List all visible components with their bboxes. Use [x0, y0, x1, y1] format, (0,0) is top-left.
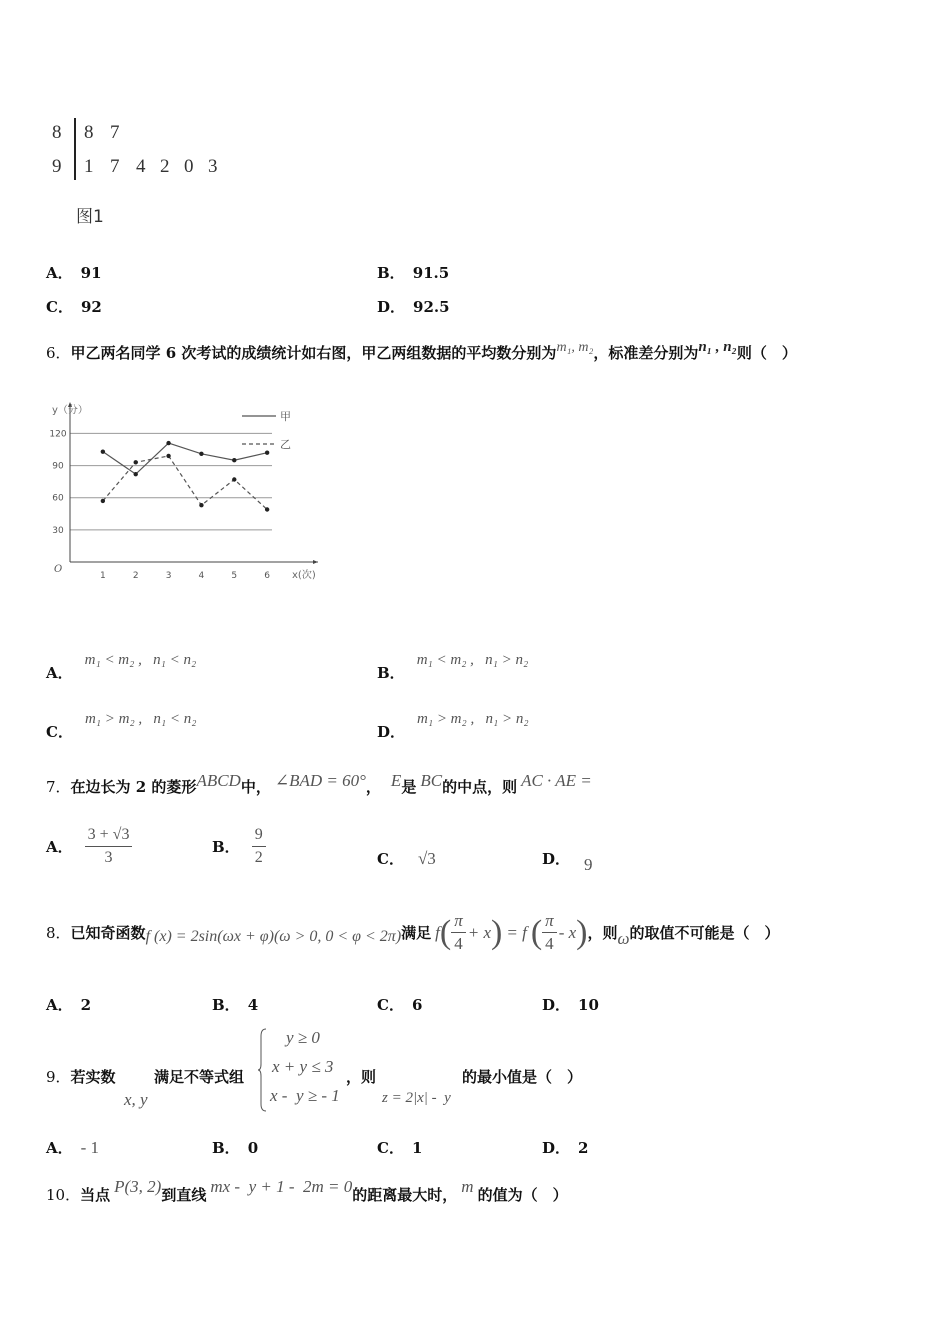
- q5-option-c-value: 92: [80, 298, 102, 316]
- q8-function: f (x) = 2sin(ωx + φ)(ω > 0, 0 < φ < 2π): [145, 927, 402, 945]
- series-1-point-1: [101, 449, 105, 453]
- q9-stem-c: ，则: [346, 1068, 377, 1086]
- series-1-point-4: [199, 452, 203, 456]
- score-line-chart: [40, 398, 316, 588]
- stem-leaf-figure: [46, 118, 246, 228]
- series-2-point-6: [265, 507, 269, 511]
- q6-option-c[interactable]: C．m₁ > m₂ , n₁ < n₂: [46, 711, 197, 741]
- q7-stem: 7．在边长为 2 的菱形ABCD中， ∠BAD = 60°， E是 BC的中点，则 AC · AE =: [46, 771, 592, 796]
- series-1-point-6: [265, 451, 269, 455]
- q7-option-c[interactable]: C． √3: [377, 849, 436, 868]
- q9-option-a[interactable]: A． - 1: [46, 1138, 100, 1157]
- stem-8: 8: [52, 122, 62, 143]
- q9-option-b[interactable]: B． 0: [212, 1139, 259, 1157]
- series-2-point-3: [166, 454, 170, 458]
- q8-option-d[interactable]: D． 10: [542, 996, 599, 1014]
- q8-option-a[interactable]: A． 2: [46, 996, 92, 1014]
- legend-label-2: 乙: [280, 438, 291, 451]
- q7-option-b-frac: $\frac{9}{2}$: [252, 824, 266, 869]
- x-tick-1: 1: [99, 571, 106, 581]
- series-1-point-3: [166, 441, 170, 445]
- q9-stem-d: 的最小值是（ ）: [462, 1068, 583, 1086]
- q7-option-c-expr: √3: [417, 849, 436, 868]
- y-axis-label: y（分）: [52, 405, 88, 416]
- left-brace: [258, 1028, 268, 1112]
- leaf-9-6: 3: [208, 156, 218, 177]
- q9-option-d[interactable]: D． 2: [542, 1139, 589, 1157]
- q6-option-b[interactable]: B．m₁ < m₂ , n₁ > n₂: [377, 652, 529, 682]
- series-1-point-5: [232, 458, 236, 462]
- x-tick-2: 2: [132, 571, 139, 581]
- q7-option-b[interactable]: B． $\frac{9}{2}$: [212, 824, 266, 869]
- q5-option-d[interactable]: D． 92.5: [377, 298, 450, 316]
- leaf-9-4: 2: [160, 156, 170, 177]
- q6-option-a-expr: m₁ < m₂ , n₁ < n₂: [84, 652, 197, 668]
- q9-objective: z = 2|x| - y: [382, 1090, 451, 1106]
- q6-option-a[interactable]: A．m₁ < m₂ , n₁ < n₂: [46, 652, 197, 682]
- leaf-8-2: 7: [110, 122, 120, 143]
- q8-symmetry-condition: f ( $\frac{\pi}{4}$ + x ) = f ( $\frac{\pi}{4}$ - x ): [435, 911, 588, 953]
- y-tick-90: 90: [52, 461, 64, 472]
- q6-option-c-expr: m₁ > m₂ , n₁ < n₂: [84, 711, 197, 727]
- stem-9: 9: [52, 156, 62, 177]
- x-tick-5: 5: [231, 571, 238, 581]
- q9-option-c[interactable]: C． 1: [377, 1139, 423, 1157]
- y-tick-60: 60: [52, 493, 64, 504]
- ineq-2: x + y ≤ 3: [272, 1057, 334, 1076]
- series-2-point-5: [232, 477, 236, 481]
- q6-option-b-expr: m₁ < m₂ , n₁ > n₂: [416, 652, 529, 668]
- y-tick-30: 30: [52, 525, 64, 536]
- leaf-9-5: 0: [184, 156, 194, 177]
- q8-option-b[interactable]: B． 4: [212, 996, 259, 1014]
- figure-caption: 图1: [76, 207, 104, 227]
- q5-option-a-value: 91: [80, 264, 102, 282]
- q6-option-d[interactable]: D．m₁ > m₂ , n₁ > n₂: [377, 711, 529, 741]
- x-tick-4: 4: [198, 571, 205, 581]
- q6-means: m₁, m₂: [556, 340, 594, 355]
- q7-option-d[interactable]: D． 9: [542, 850, 593, 874]
- x-axis-arrow: [313, 560, 318, 564]
- leaf-8-1: 8: [84, 122, 94, 143]
- q5-option-b[interactable]: B． 91.5: [377, 264, 450, 282]
- q5-option-b-value: 91.5: [412, 264, 450, 282]
- ineq-3: x - y ≥ - 1: [270, 1086, 340, 1105]
- x-axis-label: x(次): [292, 570, 316, 581]
- leaf-9-2: 7: [110, 156, 120, 177]
- q9-vars: x, y: [124, 1090, 148, 1109]
- q6-option-d-expr: m₁ > m₂ , n₁ > n₂: [417, 711, 529, 727]
- q5-option-c[interactable]: C． 92: [46, 298, 102, 316]
- leaf-9-1: 1: [84, 156, 94, 177]
- x-tick-3: 3: [165, 571, 172, 581]
- stem-divider: [74, 118, 76, 180]
- q7-option-a[interactable]: A． $\frac{3 + √3}{3}$: [46, 824, 132, 869]
- q10-stem: 10．当点 P(3, 2)到直线 mx - y + 1 - 2m = 0的距离最大时， m 的值为（ ）: [46, 1177, 568, 1204]
- q5-option-a[interactable]: A． 91: [46, 264, 102, 282]
- series-1-point-2: [134, 472, 138, 476]
- q5-option-d-value: 92.5: [413, 298, 450, 316]
- y-tick-120: 120: [49, 429, 67, 440]
- ineq-1: y ≥ 0: [286, 1028, 320, 1047]
- series-2-point-2: [134, 460, 138, 464]
- x-tick-6: 6: [264, 571, 271, 581]
- q6-stem: 6．甲乙两名同学 6 次考试的成绩统计如右图，甲乙两组数据的平均数分别为m₁, m₂，标准差分别为n₁ , n₂则（ ）: [46, 339, 797, 362]
- q8-option-c[interactable]: C． 6: [377, 996, 423, 1014]
- leaf-9-3: 4: [136, 156, 146, 177]
- q6-sds: n₁ , n₂: [698, 339, 737, 355]
- legend-label-1: 甲: [280, 410, 291, 423]
- series-2-point-1: [101, 499, 105, 503]
- q7-option-d-expr: 9: [584, 855, 593, 874]
- q8-stem: 8． 已知奇函数 f (x) = 2sin(ωx + φ)(ω > 0, 0 < φ < 2π) 满足 f ( $\frac{\pi}{4}$ + x ) = f ( $\frac{\pi}{4}$ - x ) ，则 ω 的取值不可能是（ ）: [46, 911, 780, 953]
- q9-inequality-system: [258, 1026, 348, 1112]
- q9-stem-b: 满足不等式组: [154, 1068, 245, 1086]
- series-2-point-4: [199, 503, 203, 507]
- origin-label: O: [54, 564, 63, 575]
- q7-option-a-frac: $\frac{3 + √3}{3}$: [85, 824, 133, 869]
- series-line-2: [103, 456, 267, 510]
- q9-stem-a: 9．若实数: [46, 1068, 116, 1086]
- series-line-1: [103, 443, 267, 474]
